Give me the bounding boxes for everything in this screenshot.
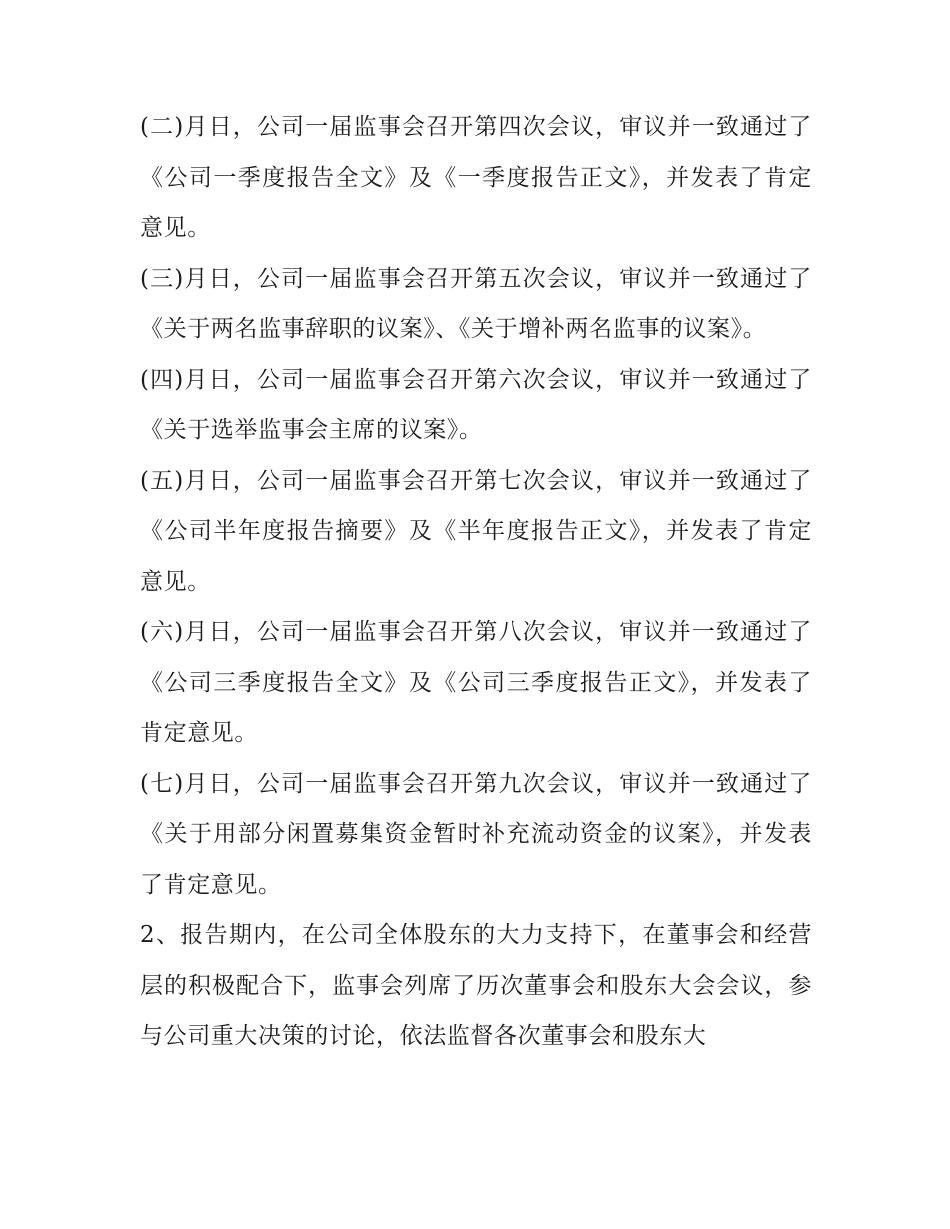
paragraph-meeting-8: (六)月日，公司一届监事会召开第八次会议，审议并一致通过了《公司三季度报告全文》及《公司三季度报告正文》，并发表了肯定意见。 [140, 619, 812, 746]
paragraph-meeting-4: (二)月日，公司一届监事会召开第四次会议，审议并一致通过了《公司一季度报告全文》及《一季度报告正文》，并发表了肯定意见。 [140, 114, 812, 241]
paragraph-meeting-7: (五)月日，公司一届监事会召开第七次会议，审议并一致通过了《公司半年度报告摘要》及《半年度报告正文》，并发表了肯定意见。 [140, 467, 812, 595]
paragraph-section-2: 2、报告期内，在公司全体股东的大力支持下，在董事会和经营层的积极配合下，监事会列席了历次董事会和股东大会会议，参与公司重大决策的讨论，依法监督各次董事会和股东大 [140, 922, 812, 1049]
paragraph-meeting-9: (七)月日，公司一届监事会召开第九次会议，审议并一致通过了《关于用部分闲置募集资金暂时补充流动资金的议案》，并发表了肯定意见。 [140, 770, 812, 898]
document-body [140, 102, 812, 1062]
paragraph-meeting-6: (四)月日，公司一届监事会召开第六次会议，审议并一致通过了《关于选举监事会主席的议案》。 [140, 366, 812, 443]
paragraph-meeting-5: (三)月日，公司一届监事会召开第五次会议，审议并一致通过了《关于两名监事辞职的议案》、《关于增补两名监事的议案》。 [140, 265, 812, 342]
